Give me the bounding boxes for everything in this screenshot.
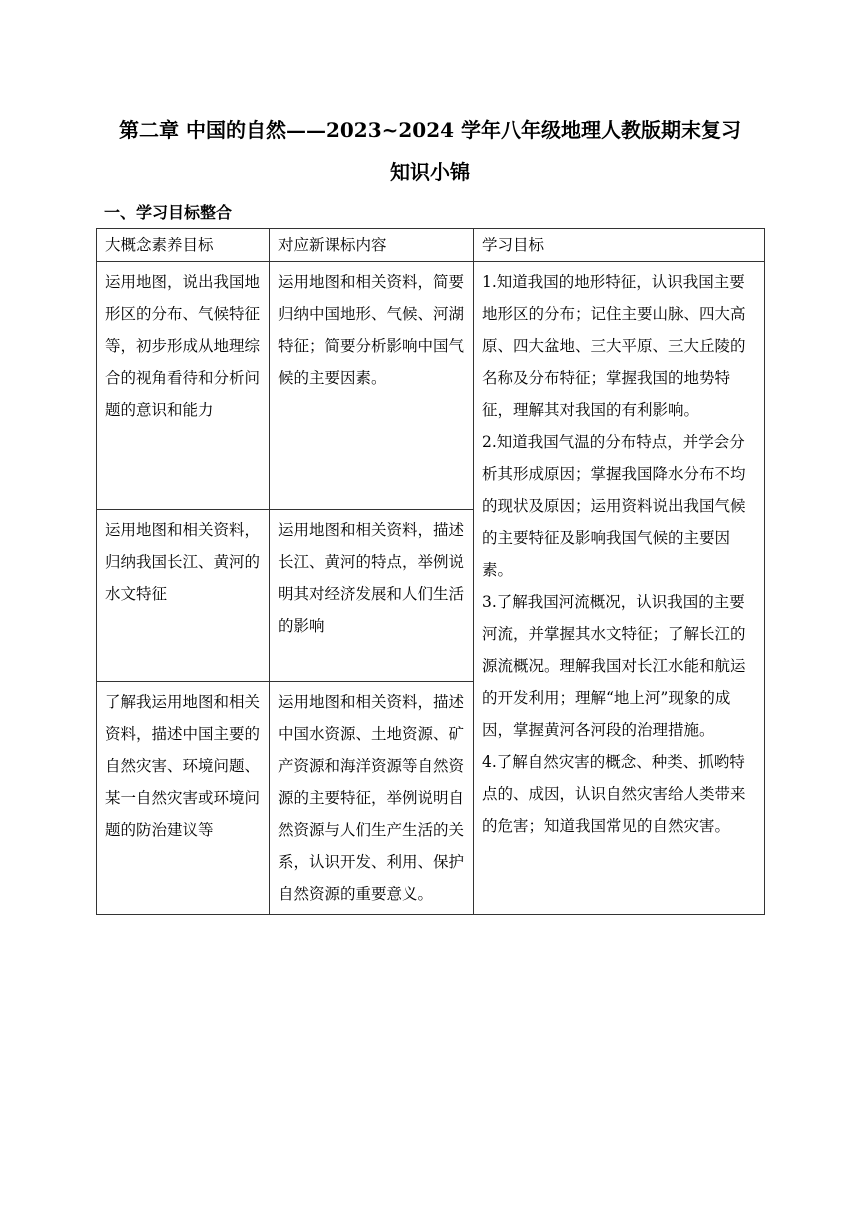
header-curriculum-content: 对应新课标内容 (270, 229, 474, 262)
core-goal-cell: 运用地图和相关资料，归纳我国长江、黄河的水文特征 (97, 510, 270, 682)
document-title-line1: 第二章 中国的自然——2023~2024 学年八年级地理人教版期末复习 (118, 118, 741, 142)
curriculum-cell: 运用地图和相关资料，描述中国水资源、土地资源、矿产资源和海洋资源等自然资源的主要特征，举例说明自然资源与人们生产生活的关系，认识开发、利用、保护自然资源的重要意义。 (270, 682, 474, 915)
learning-goal-item: 1.知道我国的地形特征，认识我国主要地形区的分布；记住主要山脉、四大高原、四大盆地、三大平原、三大丘陵的名称及分布特征；掌握我国的地势特征，理解其对我国的有利影响。 (482, 273, 746, 419)
document-title-line2: 知识小锦 (390, 160, 470, 184)
learning-goal-item: 2.知道我国气温的分布特点，并学会分析其形成原因；掌握我国降水分布不均的现状及原因；运用资料说出我国气候的主要特征及影响我国气候的主要因素。 (482, 433, 746, 579)
learning-goal-item: 3.了解我国河流概况，认识我国的主要河流，并掌握其水文特征；了解长江的源流概况。理解我国对长江水能和航运的开发利用；理解“地上河”现象的成因，掌握黄河各河段的治理措施。 (482, 593, 746, 739)
table-row (97, 262, 765, 510)
core-goal-cell: 运用地图，说出我国地形区的分布、气候特征等，初步形成从地理综合的视角看待和分析问题的意识和能力 (97, 262, 270, 510)
learning-goals-cell (474, 262, 765, 915)
section-heading: 一、学习目标整合 (104, 203, 233, 222)
core-goal-cell: 了解我运用地图和相关资料，描述中国主要的自然灾害、环境问题、某一自然灾害或环境问题的防治建议等 (97, 682, 270, 915)
table-header-row (97, 229, 765, 262)
header-learning-goal: 学习目标 (474, 229, 765, 262)
curriculum-cell: 运用地图和相关资料，简要归纳中国地形、气候、河湖特征；简要分析影响中国气候的主要因素。 (270, 262, 474, 510)
header-core-literacy-goal: 大概念素养目标 (97, 229, 270, 262)
curriculum-cell: 运用地图和相关资料，描述长江、黄河的特点，举例说明其对经济发展和人们生活的影响 (270, 510, 474, 682)
learning-goals-table (96, 228, 765, 915)
learning-goal-item: 4.了解自然灾害的概念、种类、抓哟特点的、成因，认识自然灾害给人类带来的危害；知道我国常见的自然灾害。 (482, 753, 746, 835)
